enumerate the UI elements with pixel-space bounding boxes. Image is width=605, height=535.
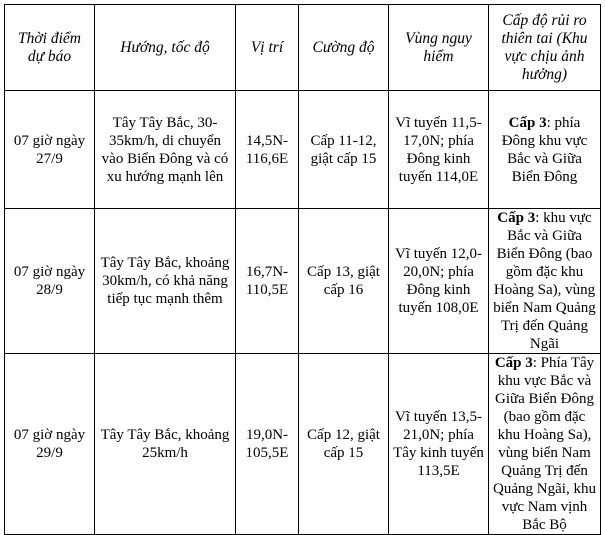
header-risk-level: Cấp độ rủi ro thiên tai (Khu vực chịu ảnh hưởng) — [489, 5, 601, 91]
header-direction-speed: Hướng, tốc độ — [95, 5, 236, 91]
header-row — [5, 5, 601, 91]
cell-position: 14,5N-116,6E — [236, 91, 299, 209]
cell-intensity: Cấp 13, giật cấp 16 — [299, 209, 389, 354]
cell-risk — [489, 209, 601, 354]
header-intensity: Cường độ — [299, 5, 389, 91]
cell-intensity: Cấp 12, giật cấp 15 — [299, 354, 389, 535]
header-danger-zone: Vùng nguy hiểm — [389, 5, 489, 91]
header-time: Thời điểm dự báo — [5, 5, 95, 91]
table-row — [5, 91, 601, 209]
cell-time: 07 giờ ngày 29/9 — [5, 354, 95, 535]
risk-level-label: Cấp 3 — [494, 355, 533, 371]
table-row — [5, 209, 601, 354]
risk-area-text: : phía Đông khu vực Bắc và Giữa Biển Đông — [501, 114, 588, 185]
cell-danger-zone: Vĩ tuyến 11,5-17,0N; phía Đông kinh tuyến 114,0E — [389, 91, 489, 209]
risk-level-label: Cấp 3 — [497, 210, 536, 226]
cell-direction-speed: Tây Tây Bắc, khoảng 25km/h — [95, 354, 236, 535]
cell-position: 19,0N-105,5E — [236, 354, 299, 535]
cell-direction-speed: Tây Tây Bắc, khoảng 30km/h, có khả năng tiếp tục mạnh thêm — [95, 209, 236, 354]
header-position: Vị trí — [236, 5, 299, 91]
cell-time: 07 giờ ngày 28/9 — [5, 209, 95, 354]
cell-danger-zone: Vĩ tuyến 12,0-20,0N; phía Đông kinh tuyến 108,0E — [389, 209, 489, 354]
risk-area-text: : Phía Tây khu vực Bắc và Giữa Biển Đông (bao gồm đặc khu Hoàng Sa), vùng biển Nam Quảng Trị đến Quảng Ngãi, khu vực Nam vịnh Bắc Bộ — [493, 355, 596, 533]
forecast-table — [4, 4, 601, 535]
cell-position: 16,7N-110,5E — [236, 209, 299, 354]
cell-risk — [489, 91, 601, 209]
cell-time: 07 giờ ngày 27/9 — [5, 91, 95, 209]
cell-risk — [489, 354, 601, 535]
table-row — [5, 354, 601, 535]
risk-area-text: : khu vực Bắc và Giữa Biển Đông (bao gồm đặc khu Hoàng Sa), vùng biển Nam Quảng Trị đến Quảng Ngãi — [493, 210, 596, 352]
cell-intensity: Cấp 11-12, giật cấp 15 — [299, 91, 389, 209]
cell-direction-speed: Tây Tây Bắc, 30-35km/h, di chuyển vào Biển Đông và có xu hướng mạnh lên — [95, 91, 236, 209]
risk-level-label: Cấp 3 — [508, 114, 547, 131]
cell-danger-zone: Vĩ tuyến 13,5-21,0N; phía Tây kinh tuyến 113,5E — [389, 354, 489, 535]
